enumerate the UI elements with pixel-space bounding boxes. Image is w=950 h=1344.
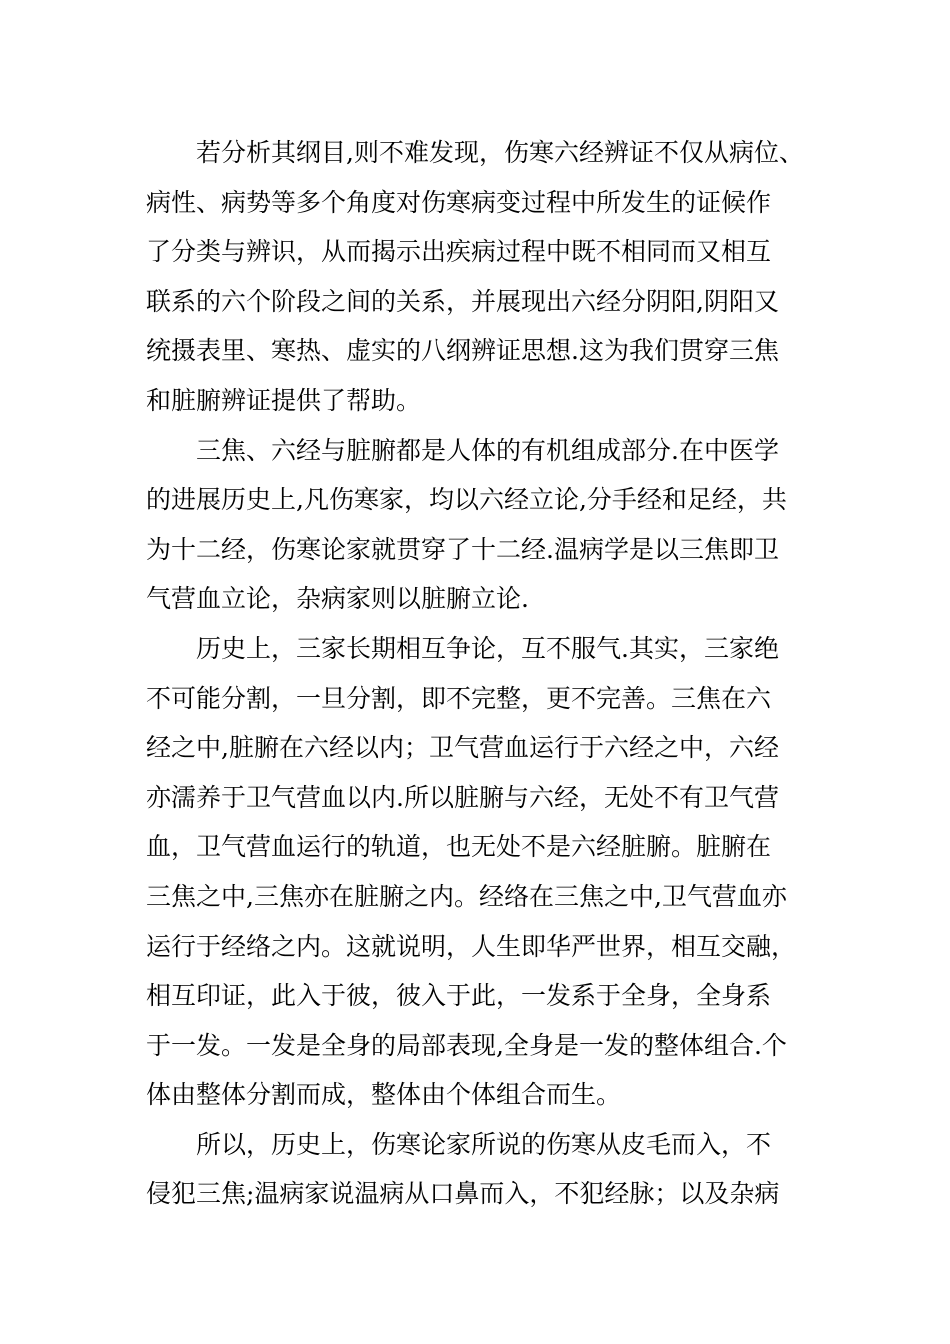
paragraph	[146, 1120, 810, 1219]
text-line: 亦濡养于卫气营血以内.所以脏腑与六经，无处不有卫气营	[146, 782, 779, 812]
text-line: 联系的六个阶段之间的关系，并展现出六经分阴阳,阴阳又	[146, 286, 779, 316]
text-line: 统摄表里、寒热、虚实的八纲辨证思想.这为我们贯穿三焦	[146, 336, 779, 366]
text-line: 体由整体分割而成，整体由个体组合而生。	[146, 1080, 622, 1110]
text-line: 若分析其纲目,则不难发现，伤寒六经辨证不仅从病位、	[196, 138, 804, 167]
text-line: 为十二经，伤寒论家就贯穿了十二经.温病学是以三焦即卫	[146, 534, 779, 564]
text-line: 于一发。一发是全身的局部表现,全身是一发的整体组合.个	[146, 1030, 787, 1060]
text-line: 气营血立论，杂病家则以脏腑立论.	[146, 584, 529, 614]
text-line: 所以，历史上，伤寒论家所说的伤寒从皮毛而入，不	[196, 1129, 772, 1159]
text-line: 病性、病势等多个角度对伤寒病变过程中所发生的证候作	[146, 187, 772, 217]
document-body	[146, 128, 810, 1219]
text-line: 经之中,脏腑在六经以内；卫气营血运行于六经之中，六经	[146, 733, 779, 763]
text-line: 不可能分割，一旦分割，即不完整，更不完善。三焦在六	[146, 683, 772, 713]
text-line: 的进展历史上,凡伤寒家，均以六经立论,分手经和足经，共	[146, 485, 787, 515]
text-line: 相互印证，此入于彼，彼入于此，一发系于全身，全身系	[146, 981, 772, 1011]
text-line: 侵犯三焦;温病家说温病从口鼻而入，不犯经脉；以及杂病	[146, 1179, 780, 1209]
paragraph	[146, 426, 810, 624]
text-line: 了分类与辨识，从而揭示出疾病过程中既不相同而又相互	[146, 237, 772, 267]
text-line: 三焦、六经与脏腑都是人体的有机组成部分.在中医学	[196, 435, 779, 465]
text-line: 运行于经络之内。这就说明，人生即华严世界，相互交融，	[146, 931, 797, 961]
paragraph	[146, 128, 810, 426]
paragraph	[146, 624, 810, 1120]
text-line: 历史上，三家长期相互争论，互不服气.其实，三家绝	[196, 633, 779, 663]
text-line: 和脏腑辨证提供了帮助。	[146, 385, 422, 415]
text-line: 三焦之中,三焦亦在脏腑之内。经络在三焦之中,卫气营血亦	[146, 881, 787, 911]
text-line: 血，卫气营血运行的轨道，也无处不是六经脏腑。脏腑在	[146, 832, 772, 862]
